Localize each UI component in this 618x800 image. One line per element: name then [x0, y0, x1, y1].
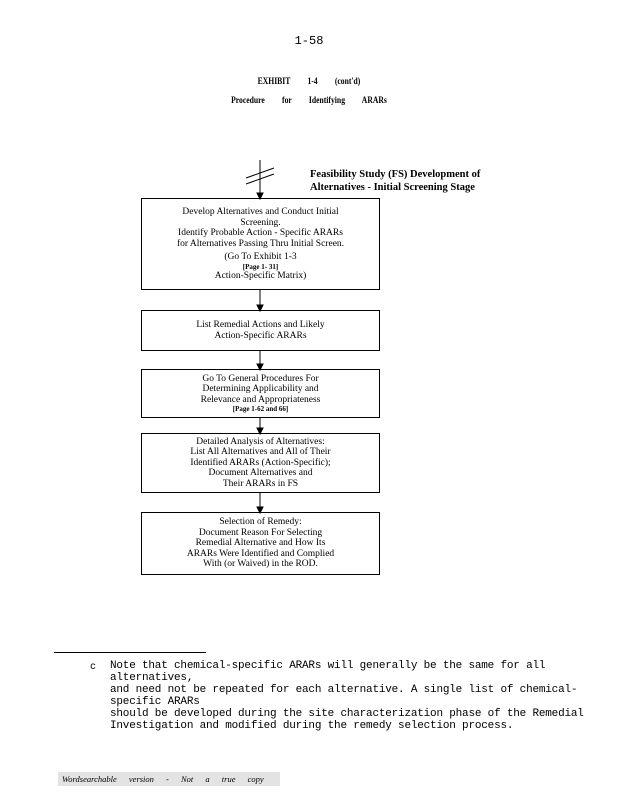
footer-disclaimer: Wordsearchable version - Not a true copy: [58, 772, 280, 786]
box2-line2: Action-Specific ARARs: [214, 330, 307, 341]
box3-line3: Relevance and Appropriateness: [200, 394, 321, 405]
box1-line7: Action-Specific Matrix): [214, 270, 307, 281]
box-detailed-analysis: [141, 433, 380, 493]
box3-line4: [Page 1-62 and 66]: [232, 405, 289, 414]
heading-line-1: Feasibility Study (FS) Development of: [310, 169, 481, 180]
footnote-line1: Note that chemical-specific ARARs will generally be the same for all alternatives,: [110, 660, 546, 684]
box1-line1: Develop Alternatives and Conduct Initial: [182, 207, 339, 217]
box1-line2: Screening.: [240, 217, 281, 228]
footnote-line2: and need not be repeated for each alternative. A single list of chemical-specific ARARs: [110, 684, 578, 708]
box1-line3: Identify Probable Action - Specific ARARs: [178, 228, 343, 238]
box4-line1: Detailed Analysis of Alternatives:: [196, 436, 325, 447]
box4-line3: Identified ARARs (Action-Specific);: [190, 457, 331, 468]
footnote-line3: should be developed during the site characterization phase of the Remedial: [110, 708, 584, 720]
box-general-procedures: [141, 369, 380, 418]
page-number: 1-58: [294, 34, 324, 48]
exhibit-title: EXHIBIT 1-4 (cont'd): [257, 76, 361, 86]
box5-line3: Remedial Alternative and How Its: [195, 538, 326, 549]
box-develop-alternatives: [141, 198, 380, 290]
box1-line4: for Alternatives Passing Thru Initial Screen.: [176, 238, 345, 249]
box-selection-of-remedy: [141, 512, 380, 575]
box5-line2: Document Reason For Selecting: [198, 527, 323, 538]
box-list-remedial-actions: [141, 310, 380, 351]
flowchart-heading: [310, 168, 540, 194]
heading-line-2: Alternatives - Initial Screening Stage: [310, 182, 475, 193]
box1-line6: [Page 1- 31]: [242, 262, 279, 271]
box3-line1: Go To General Procedures For: [202, 373, 319, 384]
box4-line5: Their ARARs in FS: [222, 478, 299, 489]
box2-line1: List Remedial Actions and Likely: [196, 320, 325, 330]
box4-line2: List All Alternatives and All of Their: [190, 447, 331, 458]
box1-line5: (Go To Exhibit 1-3: [224, 252, 297, 262]
box3-line2: Determining Applicability and: [202, 384, 319, 395]
box5-line5: With (or Waived) in the ROD.: [203, 559, 318, 570]
footnote-marker: c: [90, 662, 97, 673]
footnote-divider: [54, 652, 206, 653]
box5-line1: Selection of Remedy:: [219, 517, 302, 528]
box5-line4: ARARs Were Identified and Complied: [186, 548, 335, 559]
exhibit-subtitle: Procedure for Identifying ARARs: [231, 95, 387, 105]
box4-line4: Document Alternatives and: [208, 468, 313, 479]
footnote-text: [110, 660, 595, 732]
footnote-line4: Investigation and modified during the remedy selection process.: [110, 720, 514, 732]
